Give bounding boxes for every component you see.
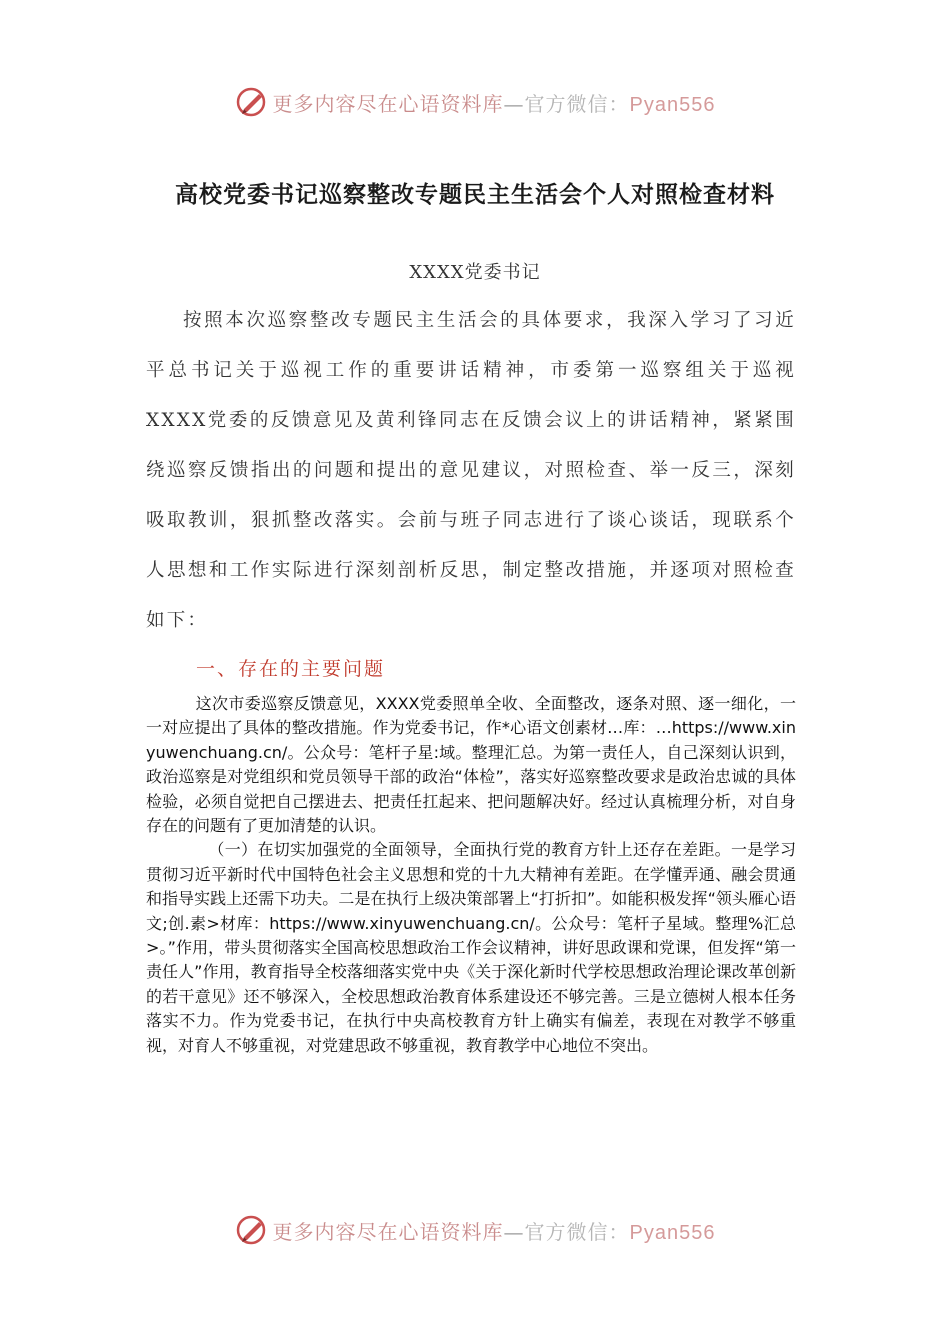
section-body	[146, 692, 796, 1058]
watermark-wechat-label: 官方微信：	[524, 91, 630, 116]
document-author: XXXX党委书记	[409, 262, 541, 283]
body-paragraph: （一）在切实加强党的全面领导，全面执行党的教育方针上还存在差距。一是学习贯彻习近平新时代中国特色社会主义思想和党的十九大精神有差距。在学懂弄通、融会贯通和指导实践上还需下功夫。二是在执行上级决策部署上“打折扣”。如能积极发挥“领头雁心语文;创.素>材库：https://www.xinyuwenchuang.cn/。公众号：笔杆子星域。整理%汇总>。”作用，带头贯彻落实全国高校思想政治工作会议精神，讲好思政课和党课，但发挥“第一责任人”作用，教育指导全校落细落实党中央《关于深化新时代学校思想政治理论课改革创新的若干意见》还不够深入，全校思想政治教育体系建设还不够完善。三是立德树人根本任务落实不力。作为党委书记，在执行中央高校教育方针上确实有偏差，表现在对教学不够重视，对育人不够重视，对党建思政不够重视，教育教学中心地位不突出。	[146, 840, 796, 1055]
pen-logo-icon	[235, 1213, 269, 1247]
section-heading: 一、存在的主要问题	[196, 658, 386, 680]
watermark-site: 更多内容尽在心语资料库	[272, 1219, 504, 1244]
watermark-wechat-label: 官方微信：	[524, 1219, 630, 1244]
intro-paragraph: 按照本次巡察整改专题民主生活会的具体要求，我深入学习了习近平总书记关于巡视工作的重要讲话精神，市委第一巡察组关于巡视XXXX党委的反馈意见及黄利锋同志在反馈会议上的讲话精神，紧紧围绕巡察反馈指出的问题和提出的意见建议，对照检查、举一反三，深刻吸取教训，狠抓整改落实。会前与班子同志进行了谈心谈话，现联系个人思想和工作实际进行深刻剖析反思，制定整改措施，并逐项对照检查如下：	[146, 310, 796, 631]
watermark-separator: —	[503, 91, 525, 116]
body-paragraph: 这次市委巡察反馈意见，XXXX党委照单全收、全面整改，逐条对照、逐一细化，一一对应提出了具体的整改措施。作为党委书记，作*心语文创素材…库：…https://www.xinyuwenchuang.cn/。公众号：笔杆子星:域。整理汇总。为第一责任人，自己深刻认识到，政治巡察是对党组织和党员领导干部的政治“体检”，落实好巡察整改要求是政治忠诚的具体检验，必须自觉把自己摆进去、把责任扛起来、把问题解决好。经过认真梳理分析，对自身存在的问题有了更加清楚的认识。	[146, 694, 796, 836]
pen-logo-icon	[235, 85, 269, 119]
document-title: 高校党委书记巡察整改专题民主生活会个人对照检查材料	[175, 181, 775, 208]
watermark-wechat-id: Pyan556	[629, 1221, 716, 1244]
watermark-banner-bottom	[0, 1210, 950, 1250]
watermark-banner-top	[0, 82, 950, 122]
watermark-wechat-id: Pyan556	[629, 93, 716, 116]
watermark-text	[273, 88, 716, 117]
watermark-separator: —	[503, 1219, 525, 1244]
watermark-text	[273, 1216, 716, 1245]
watermark-site: 更多内容尽在心语资料库	[272, 91, 504, 116]
